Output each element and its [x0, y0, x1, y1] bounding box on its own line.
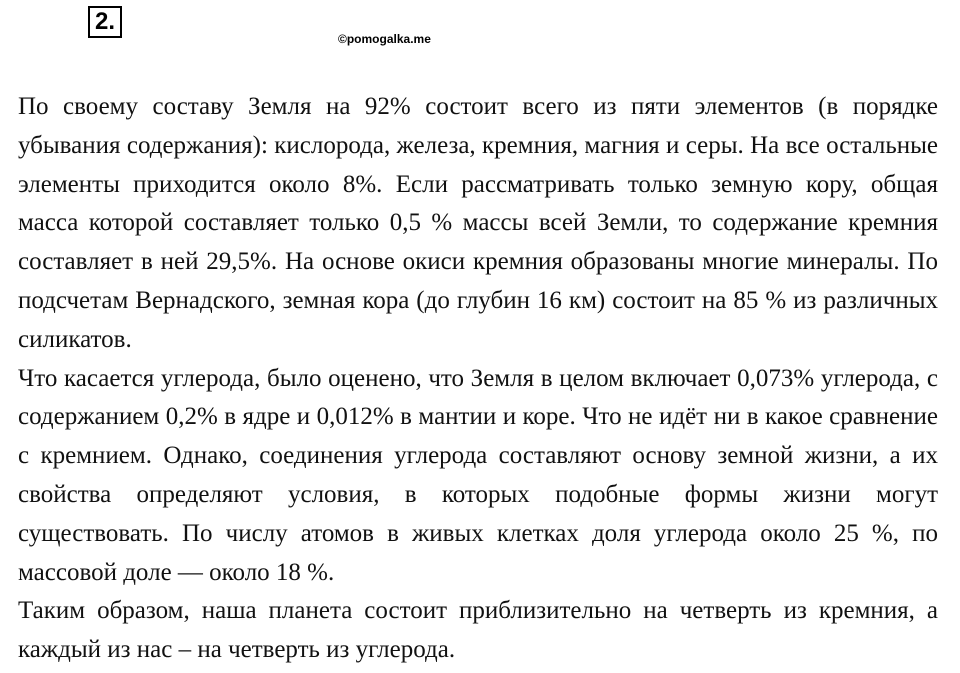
paragraph-conclusion: Таким образом, наша планета состоит приблизительно на четверть из кремния, а каждый из нас – на четверть из углерода.	[18, 597, 938, 664]
paragraph-carbon: Что касается углерода, было оценено, что Земля в целом включает 0,073% углерода, с содержанием 0,2% в ядре и 0,012% в мантии и коре. Что не идёт ни в какое сравнение с кремнием. Однако, соединения углерода составляют основу земной жизни, а их свойства определяют условия, в которых подобные формы жизни могут существовать. По числу атомов в живых клетках доля углерода около 25 %, по массовой доле — около 18 %.	[18, 364, 938, 586]
task-number-badge: 2.	[88, 6, 122, 38]
paragraph-silicon: По своему составу Земля на 92% состоит всего из пяти элементов (в порядке убывания содержания): кислорода, железа, кремния, магния и серы. На все остальные элементы приходится около 8%. Если рассматривать только земную кору, общая масса которой составляет только 0,5 % массы всей Земли, то содержание кремния составляет в ней 29,5%. На основе окиси кремния образованы многие минералы. По подсчетам Вернадского, земная кора (до глубин 16 км) состоит на 85 % из различных силикатов.	[18, 93, 938, 353]
watermark-text: ©pomogalka.me	[338, 32, 431, 46]
answer-text	[18, 88, 938, 670]
